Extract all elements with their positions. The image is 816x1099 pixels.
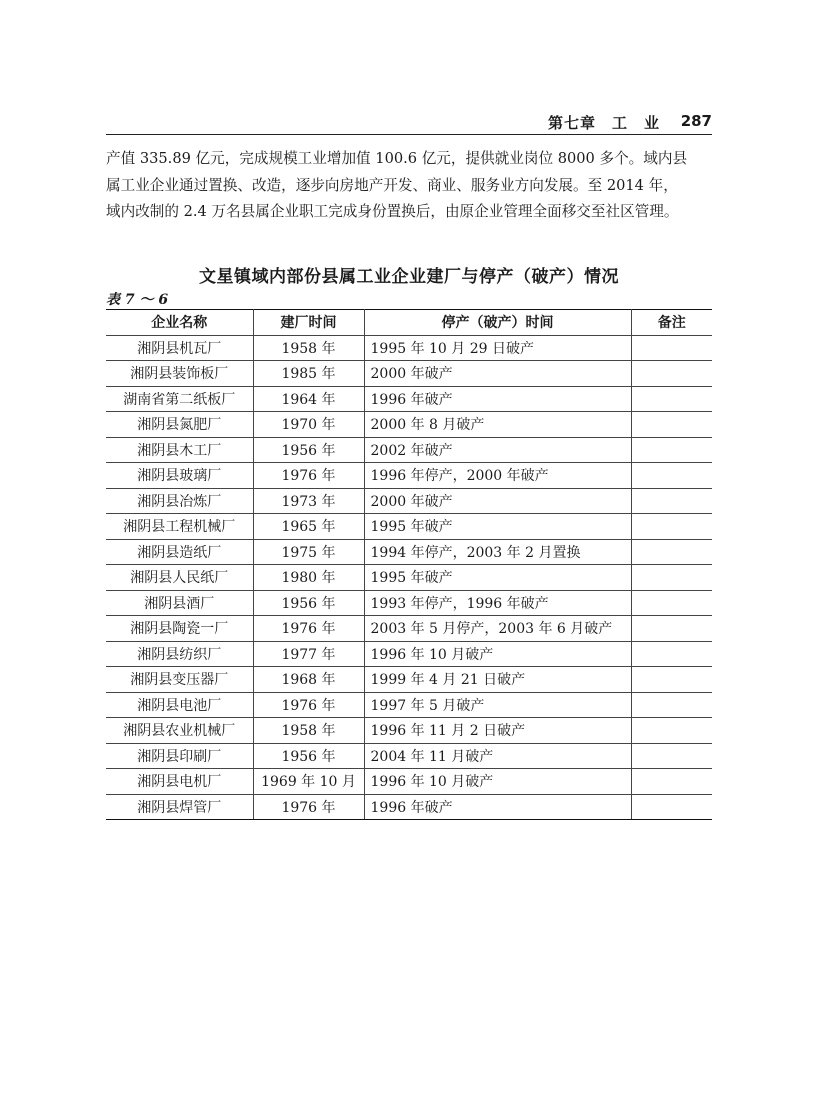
table-row <box>106 437 712 463</box>
column-header-built: 建厂时间 <box>253 310 364 336</box>
table-row <box>106 335 712 361</box>
chapter-title: 第七章 工 业 <box>547 114 660 132</box>
cell-enterprise-name: 湘阴县玻璃厂 <box>106 463 253 489</box>
cell-built-time: 1980 年 <box>253 565 364 591</box>
cell-stopped-time: 2003 年 5 月停产，2003 年 6 月破产 <box>364 616 631 642</box>
cell-note <box>631 692 712 718</box>
cell-stopped-time: 1995 年 10 月 29 日破产 <box>364 335 631 361</box>
cell-built-time: 1956 年 <box>253 743 364 769</box>
cell-built-time: 1969 年 10 月 <box>253 769 364 795</box>
body-paragraph <box>106 146 712 226</box>
enterprise-table <box>106 309 712 820</box>
cell-enterprise-name: 湘阴县陶瓷一厂 <box>106 616 253 642</box>
cell-note <box>631 667 712 693</box>
table-header-row <box>106 310 712 336</box>
cell-enterprise-name: 湘阴县印刷厂 <box>106 743 253 769</box>
cell-built-time: 1975 年 <box>253 539 364 565</box>
cell-note <box>631 335 712 361</box>
cell-built-time: 1958 年 <box>253 335 364 361</box>
body-line: 域内改制的 2.4 万名县属企业职工完成身份置换后，由原企业管理全面移交至社区管理。 <box>106 203 679 220</box>
cell-note <box>631 565 712 591</box>
body-line: 产值 335.89 亿元，完成规模工业增加值 100.6 亿元，提供就业岗位 8000 多个。域内县 <box>106 150 688 167</box>
cell-built-time: 1985 年 <box>253 361 364 387</box>
cell-enterprise-name: 湘阴县氮肥厂 <box>106 412 253 438</box>
cell-stopped-time: 2002 年破产 <box>364 437 631 463</box>
table-row <box>106 743 712 769</box>
running-head <box>106 112 712 135</box>
cell-built-time: 1976 年 <box>253 616 364 642</box>
cell-built-time: 1976 年 <box>253 794 364 820</box>
table-row <box>106 463 712 489</box>
table-row <box>106 361 712 387</box>
cell-stopped-time: 2000 年破产 <box>364 361 631 387</box>
cell-stopped-time: 1996 年 10 月破产 <box>364 769 631 795</box>
cell-stopped-time: 1996 年破产 <box>364 794 631 820</box>
cell-enterprise-name: 湘阴县冶炼厂 <box>106 488 253 514</box>
table-row <box>106 590 712 616</box>
table-label: 表 7 ～ 6 <box>106 292 169 308</box>
cell-stopped-time: 1995 年破产 <box>364 514 631 540</box>
cell-stopped-time: 1993 年停产，1996 年破产 <box>364 590 631 616</box>
cell-enterprise-name: 湘阴县木工厂 <box>106 437 253 463</box>
table-row <box>106 718 712 744</box>
table-row <box>106 641 712 667</box>
cell-stopped-time: 1996 年 10 月破产 <box>364 641 631 667</box>
cell-enterprise-name: 湘阴县造纸厂 <box>106 539 253 565</box>
table-row <box>106 692 712 718</box>
cell-note <box>631 743 712 769</box>
cell-enterprise-name: 湖南省第二纸板厂 <box>106 386 253 412</box>
cell-note <box>631 794 712 820</box>
cell-enterprise-name: 湘阴县变压器厂 <box>106 667 253 693</box>
cell-built-time: 1976 年 <box>253 692 364 718</box>
column-header-name: 企业名称 <box>106 310 253 336</box>
table-row <box>106 769 712 795</box>
cell-stopped-time: 1995 年破产 <box>364 565 631 591</box>
cell-built-time: 1956 年 <box>253 590 364 616</box>
cell-note <box>631 616 712 642</box>
page-number: 287 <box>680 112 712 130</box>
body-line: 属工业企业通过置换、改造，逐步向房地产开发、商业、服务业方向发展。至 2014 年， <box>106 176 678 194</box>
cell-stopped-time: 1997 年 5 月破产 <box>364 692 631 718</box>
cell-enterprise-name: 湘阴县工程机械厂 <box>106 514 253 540</box>
cell-enterprise-name: 湘阴县酒厂 <box>106 590 253 616</box>
cell-stopped-time: 1996 年停产，2000 年破产 <box>364 463 631 489</box>
cell-stopped-time: 1999 年 4 月 21 日破产 <box>364 667 631 693</box>
cell-enterprise-name: 湘阴县人民纸厂 <box>106 565 253 591</box>
cell-built-time: 1956 年 <box>253 437 364 463</box>
cell-built-time: 1968 年 <box>253 667 364 693</box>
cell-built-time: 1970 年 <box>253 412 364 438</box>
table-row <box>106 488 712 514</box>
table-row <box>106 565 712 591</box>
cell-enterprise-name: 湘阴县纺织厂 <box>106 641 253 667</box>
cell-built-time: 1965 年 <box>253 514 364 540</box>
cell-enterprise-name: 湘阴县机瓦厂 <box>106 335 253 361</box>
table-row <box>106 514 712 540</box>
cell-note <box>631 412 712 438</box>
cell-stopped-time: 1996 年破产 <box>364 386 631 412</box>
cell-enterprise-name: 湘阴县装饰板厂 <box>106 361 253 387</box>
cell-built-time: 1977 年 <box>253 641 364 667</box>
cell-enterprise-name: 湘阴县焊管厂 <box>106 794 253 820</box>
table-row <box>106 667 712 693</box>
cell-note <box>631 590 712 616</box>
cell-built-time: 1964 年 <box>253 386 364 412</box>
cell-stopped-time: 2000 年 8 月破产 <box>364 412 631 438</box>
cell-built-time: 1976 年 <box>253 463 364 489</box>
table-row <box>106 412 712 438</box>
cell-note <box>631 769 712 795</box>
cell-stopped-time: 1996 年 11 月 2 日破产 <box>364 718 631 744</box>
table-row <box>106 539 712 565</box>
column-header-stopped: 停产（破产）时间 <box>364 310 631 336</box>
cell-note <box>631 437 712 463</box>
cell-note <box>631 488 712 514</box>
cell-note <box>631 718 712 744</box>
cell-enterprise-name: 湘阴县电机厂 <box>106 769 253 795</box>
cell-enterprise-name: 湘阴县电池厂 <box>106 692 253 718</box>
cell-note <box>631 641 712 667</box>
cell-note <box>631 514 712 540</box>
cell-built-time: 1958 年 <box>253 718 364 744</box>
column-header-note: 备注 <box>631 310 712 336</box>
table-row <box>106 794 712 820</box>
cell-stopped-time: 2004 年 11 月破产 <box>364 743 631 769</box>
cell-note <box>631 386 712 412</box>
cell-enterprise-name: 湘阴县农业机械厂 <box>106 718 253 744</box>
table-row <box>106 386 712 412</box>
cell-stopped-time: 1994 年停产，2003 年 2 月置换 <box>364 539 631 565</box>
cell-note <box>631 463 712 489</box>
cell-note <box>631 361 712 387</box>
cell-note <box>631 539 712 565</box>
table-title: 文星镇域内部份县属工业企业建厂与停产（破产）情况 <box>199 267 619 287</box>
cell-stopped-time: 2000 年破产 <box>364 488 631 514</box>
cell-built-time: 1973 年 <box>253 488 364 514</box>
table-row <box>106 616 712 642</box>
